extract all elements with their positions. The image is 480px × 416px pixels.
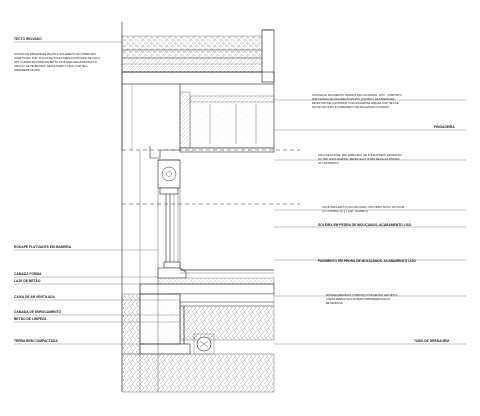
roof-assembly xyxy=(122,30,274,152)
window-frame xyxy=(160,188,180,268)
label-camada-forma: CAMADA FORMA xyxy=(14,272,42,276)
label-caixa-estore-3: NA COR BRANCO xyxy=(318,162,339,165)
label-soleira: SOLEIRA EM PEDRA DE MOLIÇANOS, ACABAMENTO LISO xyxy=(318,223,412,227)
label-camada-enrocamento: CAMADA DE ENROCAMENTO xyxy=(14,310,62,314)
label-etics-2: POR CAMADA DE ISOLAMENTO EM EPS COM 80mm DE ESPESSURA xyxy=(312,98,395,101)
label-pingadeira: PINGADEIRA xyxy=(434,125,455,129)
air-gap xyxy=(180,294,274,302)
roof-beam xyxy=(180,84,274,148)
label-etics-3: REVESTIDO PELO EXTERIOR COM ARGAMASSA ARMADA COM TELA DE xyxy=(312,102,399,105)
drip-edge xyxy=(150,146,180,158)
green-roof-soil xyxy=(122,36,262,50)
section-cut-lines xyxy=(122,150,300,204)
green-roof-drainage xyxy=(122,50,262,58)
label-roof-line-5: IMPERMEABILIZANTE xyxy=(14,69,40,72)
label-roof-line-2: CONSTITUIDO POR: PLACAS DE POLIESTIRENO EXTRUDIDO DE 100mm xyxy=(14,57,101,60)
label-caixa-estore-2: DO TIPO 'ROCK EUROPE', REVESTIDA À CHAPA METÁLICA PINTADA xyxy=(318,158,400,161)
label-pavimento: PAVIMENTO EM PEDRA DE MOLIÇANOS, ACABAMENTO LISO xyxy=(318,259,416,263)
label-sistema-drenante-2: LAMINA DRENANTE E SISTEMA IMPERMEABILIZANTE xyxy=(326,298,391,301)
label-caixa-ar: CAIXA DE AR VENTILADA xyxy=(14,295,55,299)
label-betao-limpeza: BETÃO DE LIMPEZA xyxy=(14,317,47,321)
label-laje: LAJE DE BETÃO xyxy=(14,279,41,283)
label-etics-4: TECIDO DE VIDRO E ACABAMENTO EM ARGAMASSA COLORIDA xyxy=(312,106,390,109)
shutter-box xyxy=(158,160,180,188)
foundation-wall xyxy=(140,294,180,344)
label-roof-line-4: CRIAÇÃO DE PENDENTES, REVESTIMENTO FINAL COM TELA xyxy=(14,65,88,68)
label-tubo-drenagem: TUBO DE DRENAGEM xyxy=(414,339,449,343)
label-sistema-drenante-1: SISTEMA DRENANTE COMPOSTO POR FELTRO GEOTÊXTIL, xyxy=(326,294,399,297)
label-etics-1: SISTEMA DE ISOLAMENTO TÉRMICO PELO EXTERIOR - ETIC - COMPOSTO xyxy=(312,94,402,97)
foundation-footing xyxy=(140,344,190,354)
roof-beam-insulation xyxy=(180,92,190,148)
label-roof-line-1: SISTEMA DE IMPERMEABILIZAÇÃO E ISOLAMENTO DE COBERTURA, xyxy=(14,53,97,56)
label-caixilharia-2: (U = 2.00 W/m².C); g = 0.40 ; CLASSE 4) xyxy=(322,210,368,213)
compacted-earth xyxy=(122,354,274,392)
label-roof-line-3: XPS, CAMADA DE FORMA EM BETÃO LEVE PARA REGULARIZAÇÃO E xyxy=(14,61,98,64)
label-caixilharia-1: CAIXILHARIA EM PVC NA COR CINZA, COM VIDRO DUPLO SKCOLOR xyxy=(322,206,405,209)
label-roof-title: TECTO RELVADO xyxy=(14,37,42,41)
label-rodape: RODAPÉ FLUTUANTE EM MADEIRA xyxy=(14,245,71,249)
label-terra-compactada: TERRA BEM COMPACTADA xyxy=(14,339,58,343)
floor-slab xyxy=(140,284,274,294)
roof-insulation xyxy=(122,58,262,72)
roof-slab xyxy=(122,72,274,84)
label-sistema-drenante-3: BETUMINOSO xyxy=(326,302,343,305)
upper-wall xyxy=(122,84,180,158)
label-caixa-estore-1: CAIXA DE ESTORE, PRÉ-FABRICADA, EM POLIESTIRENO EXPANDIDO, xyxy=(318,154,403,157)
